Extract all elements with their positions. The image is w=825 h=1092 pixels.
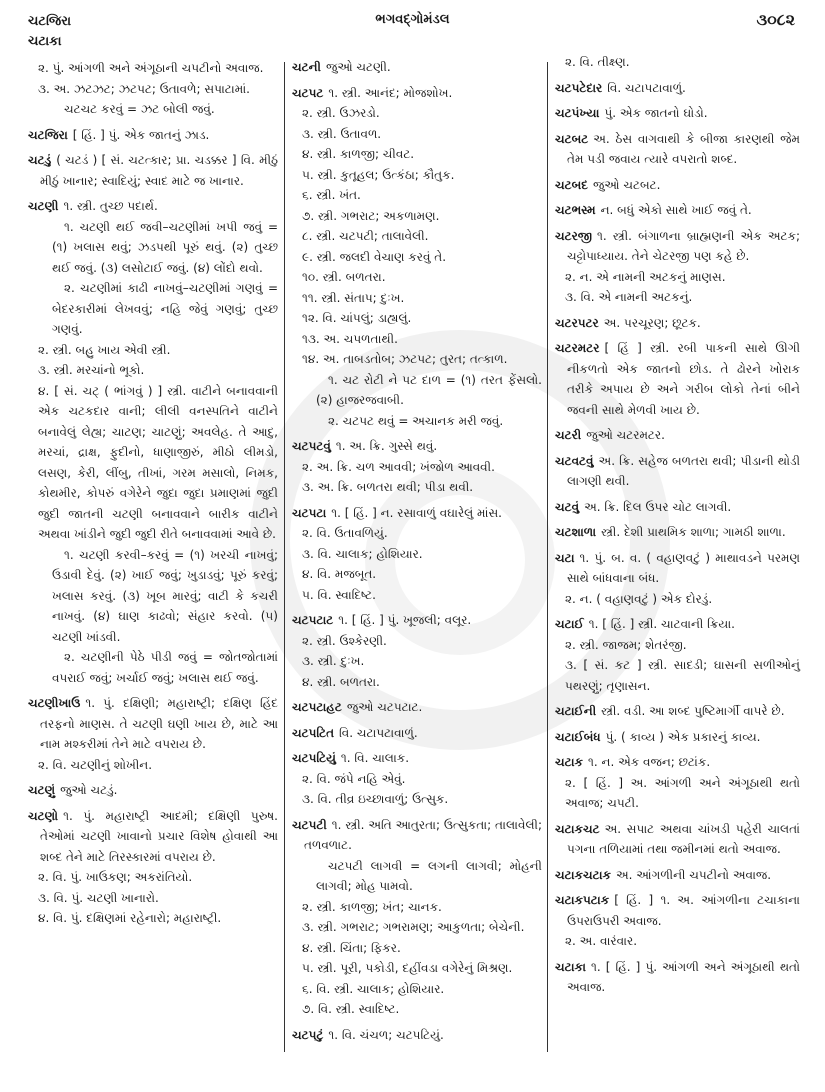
definition-text: ૧. વિ. ચાલાક. [340, 751, 410, 765]
dictionary-entry [555, 522, 800, 543]
entry-sense [292, 165, 542, 186]
dictionary-entry [555, 819, 800, 860]
entry-sense [292, 672, 542, 693]
entry-sense [555, 287, 800, 308]
definition-text: અ. ઠેસ વાગવાથી કે બીજા કારણથી જેમ તેમ પડી જવાય ત્યારે વપરાતો શબ્દ. [567, 131, 800, 166]
dictionary-entry [292, 436, 542, 457]
entry-sense [292, 144, 542, 165]
idiom-phrase [292, 370, 542, 411]
definition-text: ન. બધું એકો સાથે ખાઈ જવું તે. [600, 203, 752, 217]
definition-text: અ. સપાટ અથવા ચાંખડી પહેરી ચાલતાં પગના તળિયામાં તથા જમીનમાં થતો અવાજ. [567, 821, 800, 856]
column-divider [284, 62, 285, 1052]
definition-text: [ હિં. ] ૧. અ. આંગળીના ટચાકાના ઉપરાઉપરી અવાજ. [567, 893, 800, 928]
definition-text: ૧. ચટણી કરવી–કરવું = (૧) ખરચી નાખવું; ઉડાવી દેવું. (૨) ખાઈ જવું; ખુડાડવું; પૂરું કરવું; ખલાસ કરવું. (૩) ખૂબ મારવું; વાટી કે કચરી નાખવું. (૪) ઘાણ કાઢવો; સંહાર કરવો. (૫) ચટણી ખાંડવી. [52, 547, 278, 644]
dictionary-entry [555, 425, 800, 446]
entry-sense [292, 585, 542, 606]
definition-text: ૫. વિ. સ્વાદિષ્ટ. [302, 587, 376, 602]
definition-text: [ હિં ] સ્ત્રી. રબી પાકની સાથે ઊગી નીકળતો એક જાતનો છોડ. તે ઢોરને ખોરાક તરીકે અપાય છે અને ગરીબ લોકો તેનાં બીને જવની સાથે મેળવી ખાય છે. [567, 341, 800, 417]
headword: ચટા [555, 550, 575, 565]
definition-text: [ હિં. ] પું. એક જાતનું ઝાડ. [72, 127, 210, 142]
definition-text: વિ. ચટાપટાવાળું. [607, 80, 686, 95]
dictionary-entry [555, 200, 800, 221]
headword: ચટાકચટ [555, 821, 600, 836]
dictionary-entry [292, 83, 542, 104]
entry-sense [292, 631, 542, 652]
entry-sense [292, 288, 542, 309]
headword: ચટાઈબંધ [555, 729, 601, 744]
definition-text: ૨. ચટપટ થવું = અચાનક મરી જવું. [328, 413, 504, 428]
dictionary-entry [555, 727, 800, 748]
definition-text: ૧. વિ. ચંચળ; ચટપટિયું. [328, 1027, 444, 1042]
headword: ચટણો [28, 808, 59, 823]
dictionary-entry [28, 693, 278, 755]
headword: ચટપટા [292, 505, 327, 520]
dictionary-entry [555, 338, 800, 420]
definition-text: ૬. સ્ત્રી. ખંત. [302, 188, 361, 202]
headword: ચટાકચટાક [555, 867, 611, 882]
headword: ચટડું [28, 153, 52, 167]
headword: ચટપટાટ [292, 613, 334, 627]
entry-sense [555, 773, 800, 814]
entry-sense [555, 635, 800, 656]
entry-sense [292, 329, 542, 350]
definition-text: ૪. વિ. પું. દક્ષિણમાં રહેનારો; મહારાષ્ટ્રી. [38, 911, 222, 925]
column-3 [555, 52, 800, 998]
definition-text: ૩. અ. ઝટઝટ; ઝટપટ; ઉતાવળે; સપાટામાં. [38, 81, 250, 96]
dictionary-entry [28, 780, 278, 801]
definition-text: અ. પરચૂરણ; છૂટક. [603, 315, 701, 330]
definition-text: ૩. વિ. તીવ્ર ઇચ્છાવાળું; ઉત્સુક. [302, 792, 449, 806]
definition-text: ૧. સ્ત્રી. અતિ આતુરતા; ઉત્સુકતા; તાલાવેલી; તળવળાટ. [304, 817, 542, 852]
definition-text: ૨. સ્ત્રી. કાળજી; ખંત; ચાનક. [302, 899, 442, 914]
entry-sense [555, 589, 800, 610]
entry-sense [28, 381, 278, 545]
definition-text: જુઓ ચટડું. [60, 783, 118, 797]
definition-text: ૩. અ. ક્રિ. બળતરા થવી; પીડા થવી. [302, 480, 474, 494]
entry-sense [292, 185, 542, 206]
column-divider [547, 62, 548, 1052]
definition-text: ૬. વિ. સ્ત્રી. ચાલાક; હોશિયાર. [302, 981, 445, 996]
dictionary-title: ભગવદ્ગોમંડલ [375, 12, 450, 27]
definition-text: પું. એક જાતનો ઘોડો. [604, 106, 708, 120]
entry-sense [555, 655, 800, 696]
headword: ચટજિરા [28, 127, 68, 142]
dictionary-entry [292, 815, 542, 856]
definition-text: ૪. સ્ત્રી. કાળજી; ચીવટ. [302, 147, 415, 161]
headword: ચટાઈ [555, 617, 584, 631]
headword: ચટરમટર [555, 341, 600, 355]
idiom-phrase [28, 99, 278, 120]
entry-sense [292, 917, 542, 938]
definition-text: ૨. વિ. તીક્ષ્ણ. [565, 55, 630, 69]
headword: ચટાઈની [555, 704, 597, 718]
dictionary-entry [555, 548, 800, 589]
idiom-phrase [28, 278, 278, 340]
headword: ચટપંખ્યા [555, 106, 600, 120]
definition-text: ૩. વિ. ચાલાક; હોશિયાર. [302, 546, 423, 561]
dictionary-entry [555, 752, 800, 773]
entry-sense [292, 979, 542, 1000]
definition-text: ૩. સ્ત્રી. ઉતાવળ. [302, 126, 382, 141]
definition-text: ૨. સ્ત્રી. જાજમ; શેતરંજી. [565, 637, 687, 652]
headword: ચટવું [555, 499, 580, 514]
idiom-phrase [28, 647, 278, 688]
entry-sense [292, 206, 542, 227]
entry-sense [28, 79, 278, 100]
definition-text: ૪. સ્ત્રી. ચિંતા; ફિકર. [302, 940, 401, 955]
definition-text: પું. ( કાવ્ય ) એક પ્રકારનું કાવ્ય. [605, 729, 761, 744]
headword: ચટણીખાઉ [28, 696, 81, 710]
definition-text: ૧. ન. એક વજન; છટાંક. [588, 755, 711, 769]
definition-text: ૧. પું. દક્ષિણી; મહારાષ્ટ્રી; દક્ષિણ હિંદ તરફનો માણસ. તે ચટણી ઘણી ખાય છે, માટે આ નામ મશ્કરીમાં તેને માટે વપરાય છે. [40, 696, 278, 751]
definition-text: ૨. પું. આંગળી અને અંગૂઠાની ચપટીનો અવાજ. [38, 61, 264, 75]
definition-text: ૩. સ્ત્રી. ગભરાટ; ગભરામણ; આકુળતા; બેચેની. [302, 920, 525, 934]
definition-text: ૧૩. અ. ચપળતાથી. [302, 331, 398, 346]
definition-text: ૧. [ હિં. ] પું. ખૂજલી; વલૂર. [338, 613, 472, 627]
definition-text: ૧૨. વિ. ચાંપલું; ડાહ્યલું. [302, 311, 412, 325]
headword: ચટાક [555, 755, 583, 769]
entry-sense [292, 226, 542, 247]
definition-text: ૪. સ્ત્રી. બળતરા. [302, 674, 380, 689]
headword: ચટપટવું [292, 439, 331, 453]
definition-text: ૫. સ્ત્રી. પૂરી, પકોડી, દહીંવડા વગેરેનું મિશ્રણ. [302, 961, 513, 975]
definition-text: સ્ત્રી. વડી. આ શબ્દ પુષ્ટિમાર્ગી વાપરે છે. [601, 704, 785, 718]
definition-text: ૧૧. સ્ત્રી. સંતાપ; દુઃખ. [302, 290, 405, 305]
dictionary-entry [555, 865, 800, 886]
entry-sense [292, 457, 542, 478]
entry-sense [28, 755, 278, 776]
entry-sense [292, 564, 542, 585]
definition-text: ચટપટી લાગવી = લગની લાગવી; મોહની લાગવી; મોહ પામવો. [316, 858, 542, 893]
dictionary-entry [555, 103, 800, 124]
entry-sense [28, 867, 278, 888]
entry-sense [292, 477, 542, 498]
headword: ચટપટિયું [292, 751, 336, 765]
entry-sense [292, 789, 542, 810]
headword: ચટણી [28, 199, 59, 213]
definition-text: ૧૦. સ્ત્રી. બળતરા. [302, 270, 386, 284]
dictionary-entry [292, 723, 542, 744]
definition-text: ૨. વિ. જંપે નહિ એવું. [302, 771, 406, 786]
entry-sense [555, 267, 800, 288]
idiom-phrase [28, 217, 278, 279]
definition-text: ૯. સ્ત્રી. જલદી વેચાણ કરવું તે. [302, 249, 447, 264]
definition-text: સ્ત્રી. દેશી પ્રાથમિક શાળા; ગામઠી શાળા. [601, 525, 786, 539]
entry-sense [292, 938, 542, 959]
entry-sense [555, 931, 800, 952]
definition-text: ૪. વિ. મજબૂત. [302, 567, 377, 581]
definition-text: ૨. ચટણીમાં કાઢી નાખવું–ચટણીમાં ગણવું = બેદરકારીમાં લેખવવું; નહિ જેવું ગણવું; તુચ્છ ગણવું. [52, 281, 278, 336]
idiom-phrase [292, 856, 542, 897]
definition-text: ૭. સ્ત્રી. ગભરાટ; અકળામણ. [302, 208, 440, 223]
page-number: ૩૦૮૨ [756, 10, 795, 29]
entry-sense [292, 544, 542, 565]
definition-text: ૨. અ. ક્રિ. ચળ આવવી; ખંજોળ આવવી. [302, 459, 495, 474]
definition-text: જુઓ ચટણી. [325, 60, 391, 74]
entry-sense [292, 349, 542, 370]
definition-text: ૧. અ. ક્રિ. ગુસ્સે થવું. [335, 439, 438, 453]
definition-text: ૨. સ્ત્રી. બહુ ખાય એવી સ્ત્રી. [38, 342, 171, 357]
definition-text: ૧. સ્ત્રી. બંગાળના બ્રાહ્મણની એક અટક; ચટ્ટોપાધ્યાય. તેને ચેટરજી પણ કહે છે. [567, 228, 800, 263]
definition-text: ૪. [ સં. ચટ્ ( ભાંગવું ) ] સ્ત્રી. વાટીને બનાવવાની એક ચટકદાર વાની; લીલી વનસ્પતિને વાટીને બનાવેલું લેહ્ય; ચાટણ; ચાટણું; અવલેહ. તે આદુ, મરચાં, દ્રાક્ષ, ફુદીનો, ધાણાજીરું, મીઠો લીમડો, લસણ, કેરી, લીંબુ, તીખાં, ગરમ મસાલો, નિમક, કોથમીર, કોપરું વગેરેને જુદા જુદા પ્રમાણમાં જુદી જુદી જાતની ચટણી બનાવવાને બારીક વાટીને અથવા ખાંડીને જુદી જુદી રીતે બનાવવામાં આવે છે. [38, 383, 278, 541]
headword: ચટણું [28, 783, 56, 797]
definition-text: ૧૪. અ. તાબડતોબ; ઝટપટ; તુરત; તત્કાળ. [302, 352, 508, 366]
definition-text: ચટચટ કરવું = ઝટ બોલી જવું. [64, 102, 215, 116]
definition-text: ૮. સ્ત્રી. ચટપટી; તાલાવેલી. [302, 229, 429, 243]
headword: ચટરી [555, 428, 582, 442]
dictionary-entry [292, 57, 542, 78]
headword: ચટરપટર [555, 315, 599, 330]
entry-sense [292, 523, 542, 544]
definition-text: ૨. સ્ત્રી. ઉઝરડો. [302, 106, 380, 120]
headword: ચટરજી [555, 228, 593, 243]
definition-text: ૧. [ હિં. ] સ્ત્રી. ચાટવાની ક્રિયા. [588, 617, 735, 631]
definition-text: ૧. [ હિં. ] પું. આંગળી અને અંગૂઠાથી થતો અવાજ. [567, 959, 800, 994]
headword: ચટપટેદાર [555, 80, 603, 95]
headword: ચટપટાહટ [292, 700, 342, 714]
definition-text: અ. આંગળીની ચપટીનો અવાજ. [616, 867, 772, 882]
definition-text: વિ. ચટાપટાવાળું. [339, 725, 418, 740]
definition-text: ૧. સ્ત્રી. આનંદ; મોજશોખ. [328, 85, 453, 100]
guide-word-last: ચટાકા [28, 34, 62, 49]
dictionary-entry [555, 957, 800, 998]
definition-text: અ. ક્રિ. સહેજ બળતરા થવી; પીડાની થોડી લાગણી થવી. [567, 453, 800, 488]
headword: ચટવટવું [555, 453, 594, 468]
definition-text: ૨. અ. વારંવાર. [565, 934, 638, 948]
dictionary-entry [555, 175, 800, 196]
column-2 [292, 52, 542, 1045]
entry-sense [292, 651, 542, 672]
entry-sense [292, 999, 542, 1020]
definition-text: ૧. ચટણી થઈ જવી–ચટણીમાં ખપી જવું = (૧) ખલાસ થવું; ઝડપથી પૂરું થવું. (૨) તુચ્છ થઈ જવું. (૩) લસોટાઈ જવું. (૪) લોંદો થવો. [52, 219, 278, 275]
dictionary-entry [555, 614, 800, 635]
definition-text: ૩. વિ. પું. ચટણી ખાનારો. [38, 890, 159, 905]
idiom-phrase [28, 545, 278, 648]
definition-text: ૩. વિ. એ નામની અટકનું. [565, 290, 693, 304]
entry-sense [292, 897, 542, 918]
definition-text: જુઓ ચટપટાટ. [346, 700, 423, 714]
dictionary-entry [555, 226, 800, 267]
entry-sense [28, 58, 278, 79]
definition-text: ૨. વિ. ચટણીનું શોખીન. [38, 757, 153, 772]
entry-sense [28, 908, 278, 929]
dictionary-entry [292, 1025, 542, 1046]
entry-sense [292, 958, 542, 979]
dictionary-entry [292, 748, 542, 769]
definition-text: ૨. સ્ત્રી. ઉશ્કેરણી. [302, 633, 387, 648]
headword: ચટની [292, 60, 321, 74]
dictionary-entry [28, 150, 278, 191]
definition-text: ૭. વિ. સ્ત્રી. સ્વાદિષ્ટ. [302, 1002, 400, 1016]
dictionary-entry [555, 890, 800, 931]
entry-sense [292, 308, 542, 329]
definition-text: ૧. પું. મહારાષ્ટ્રી આદમી; દક્ષિણી પુરુષ. તેઓમાં ચટણી ખાવાનો પ્રચાર વિશેષ હોવાથી આ શબ્દ તેને માટે તિરસ્કારમાં વપરાય છે. [40, 808, 278, 864]
definition-text: જુઓ ચટરમટર. [586, 428, 665, 442]
headword: ચટપટું [292, 1027, 324, 1042]
dictionary-entry [555, 129, 800, 170]
dictionary-entry [555, 497, 800, 518]
definition-text: ૧. સ્ત્રી. તુચ્છ પદાર્થ. [63, 199, 158, 213]
dictionary-entry [292, 610, 542, 631]
dictionary-entry [555, 451, 800, 492]
headword: ચટબદ [555, 177, 588, 192]
definition-text: ૩. સ્ત્રી. મરચાંનો ભૂકો. [38, 363, 145, 377]
headword: ચટબટ [555, 131, 589, 146]
definition-text: જુઓ ચટબટ. [592, 177, 661, 192]
entry-sense [292, 769, 542, 790]
dictionary-entry [292, 503, 542, 524]
definition-text: ૨. વિ. પું. ખાઉકણ; અકરાંતિયો. [38, 870, 193, 884]
idiom-phrase [292, 411, 542, 432]
definition-text: ૨. વિ. ઉતાવળિયું. [302, 526, 388, 540]
column-1 [28, 58, 278, 929]
headword: ચટપટી [292, 817, 327, 832]
headword: ચટભસ્મ [555, 203, 596, 217]
entry-sense [555, 52, 800, 73]
entry-sense [28, 888, 278, 909]
headword: ચટપટ [292, 85, 324, 100]
definition-text: ૧. પું. બ. વ. ( વહાણવટું ) માથાવડને પરમણ સાથે બાંધવાના બંધ. [567, 550, 800, 585]
definition-text: ૨. ચટણીની પેઠે પીડી જવું = જોતજોતામાં વપરાઈ જવું; ખર્ચાઈ જવું; ખલાસ થઈ જવું. [52, 650, 278, 685]
headword: ચટપટિત [292, 725, 335, 740]
dictionary-entry [555, 313, 800, 334]
dictionary-entry [28, 196, 278, 217]
dictionary-entry [28, 125, 278, 146]
entry-sense [292, 124, 542, 145]
definition-text: ૧. ચટ રોટી ને પટ દાળ = (૧) તરત ફેંસલો. (૨) હાજરજવાબી. [316, 372, 542, 407]
definition-text: ૨. [ હિં. ] અ. આંગળી અને અંગૂઠાથી થતો અવાજ; ચપટી. [565, 775, 800, 810]
definition-text: ૨. ન. એ નામની અટકનું માણસ. [565, 269, 726, 284]
definition-text: ૩. સ્ત્રી. દુઃખ. [302, 654, 365, 668]
entry-sense [28, 360, 278, 381]
headword: ચટાકા [555, 959, 586, 974]
definition-text: ૩. [ સં. કટ ] સ્ત્રી. સાદડી; ઘાસની સળીઓનું પથરણું; તૃણાસન. [565, 658, 800, 693]
guide-word-first: ચટજિરા [28, 14, 72, 29]
entry-sense [292, 103, 542, 124]
dictionary-entry [292, 697, 542, 718]
dictionary-entry [555, 78, 800, 99]
entry-sense [28, 340, 278, 361]
headword: ચટશાળા [555, 525, 597, 539]
definition-text: ૨. ન. ( વહાણવટું ) એક દોરડું. [565, 591, 713, 606]
definition-text: ( ચટડં ) [ સં. ચટત્કાર; પ્રા. ચડક્કર ] વિ. મીઠું મીઠું ખાનાર; સ્વાદિયું; સ્વાદ માટે જ ખાનાર. [40, 153, 278, 188]
entry-sense [292, 247, 542, 268]
definition-text: અ. ક્રિ. દિલ ઉપર ચોટ લાગવી. [584, 499, 732, 514]
dictionary-entry [555, 701, 800, 722]
headword: ચટાકપટાક [555, 893, 610, 907]
definition-text: ૫. સ્ત્રી. કુતૂહલ; ઉત્કંઠા; કૌતુક. [302, 167, 455, 182]
entry-sense [292, 267, 542, 288]
definition-text: ૧. [ હિં. ] ન. રસાવાળું વઘારેલું માંસ. [331, 505, 502, 520]
dictionary-entry [28, 806, 278, 868]
